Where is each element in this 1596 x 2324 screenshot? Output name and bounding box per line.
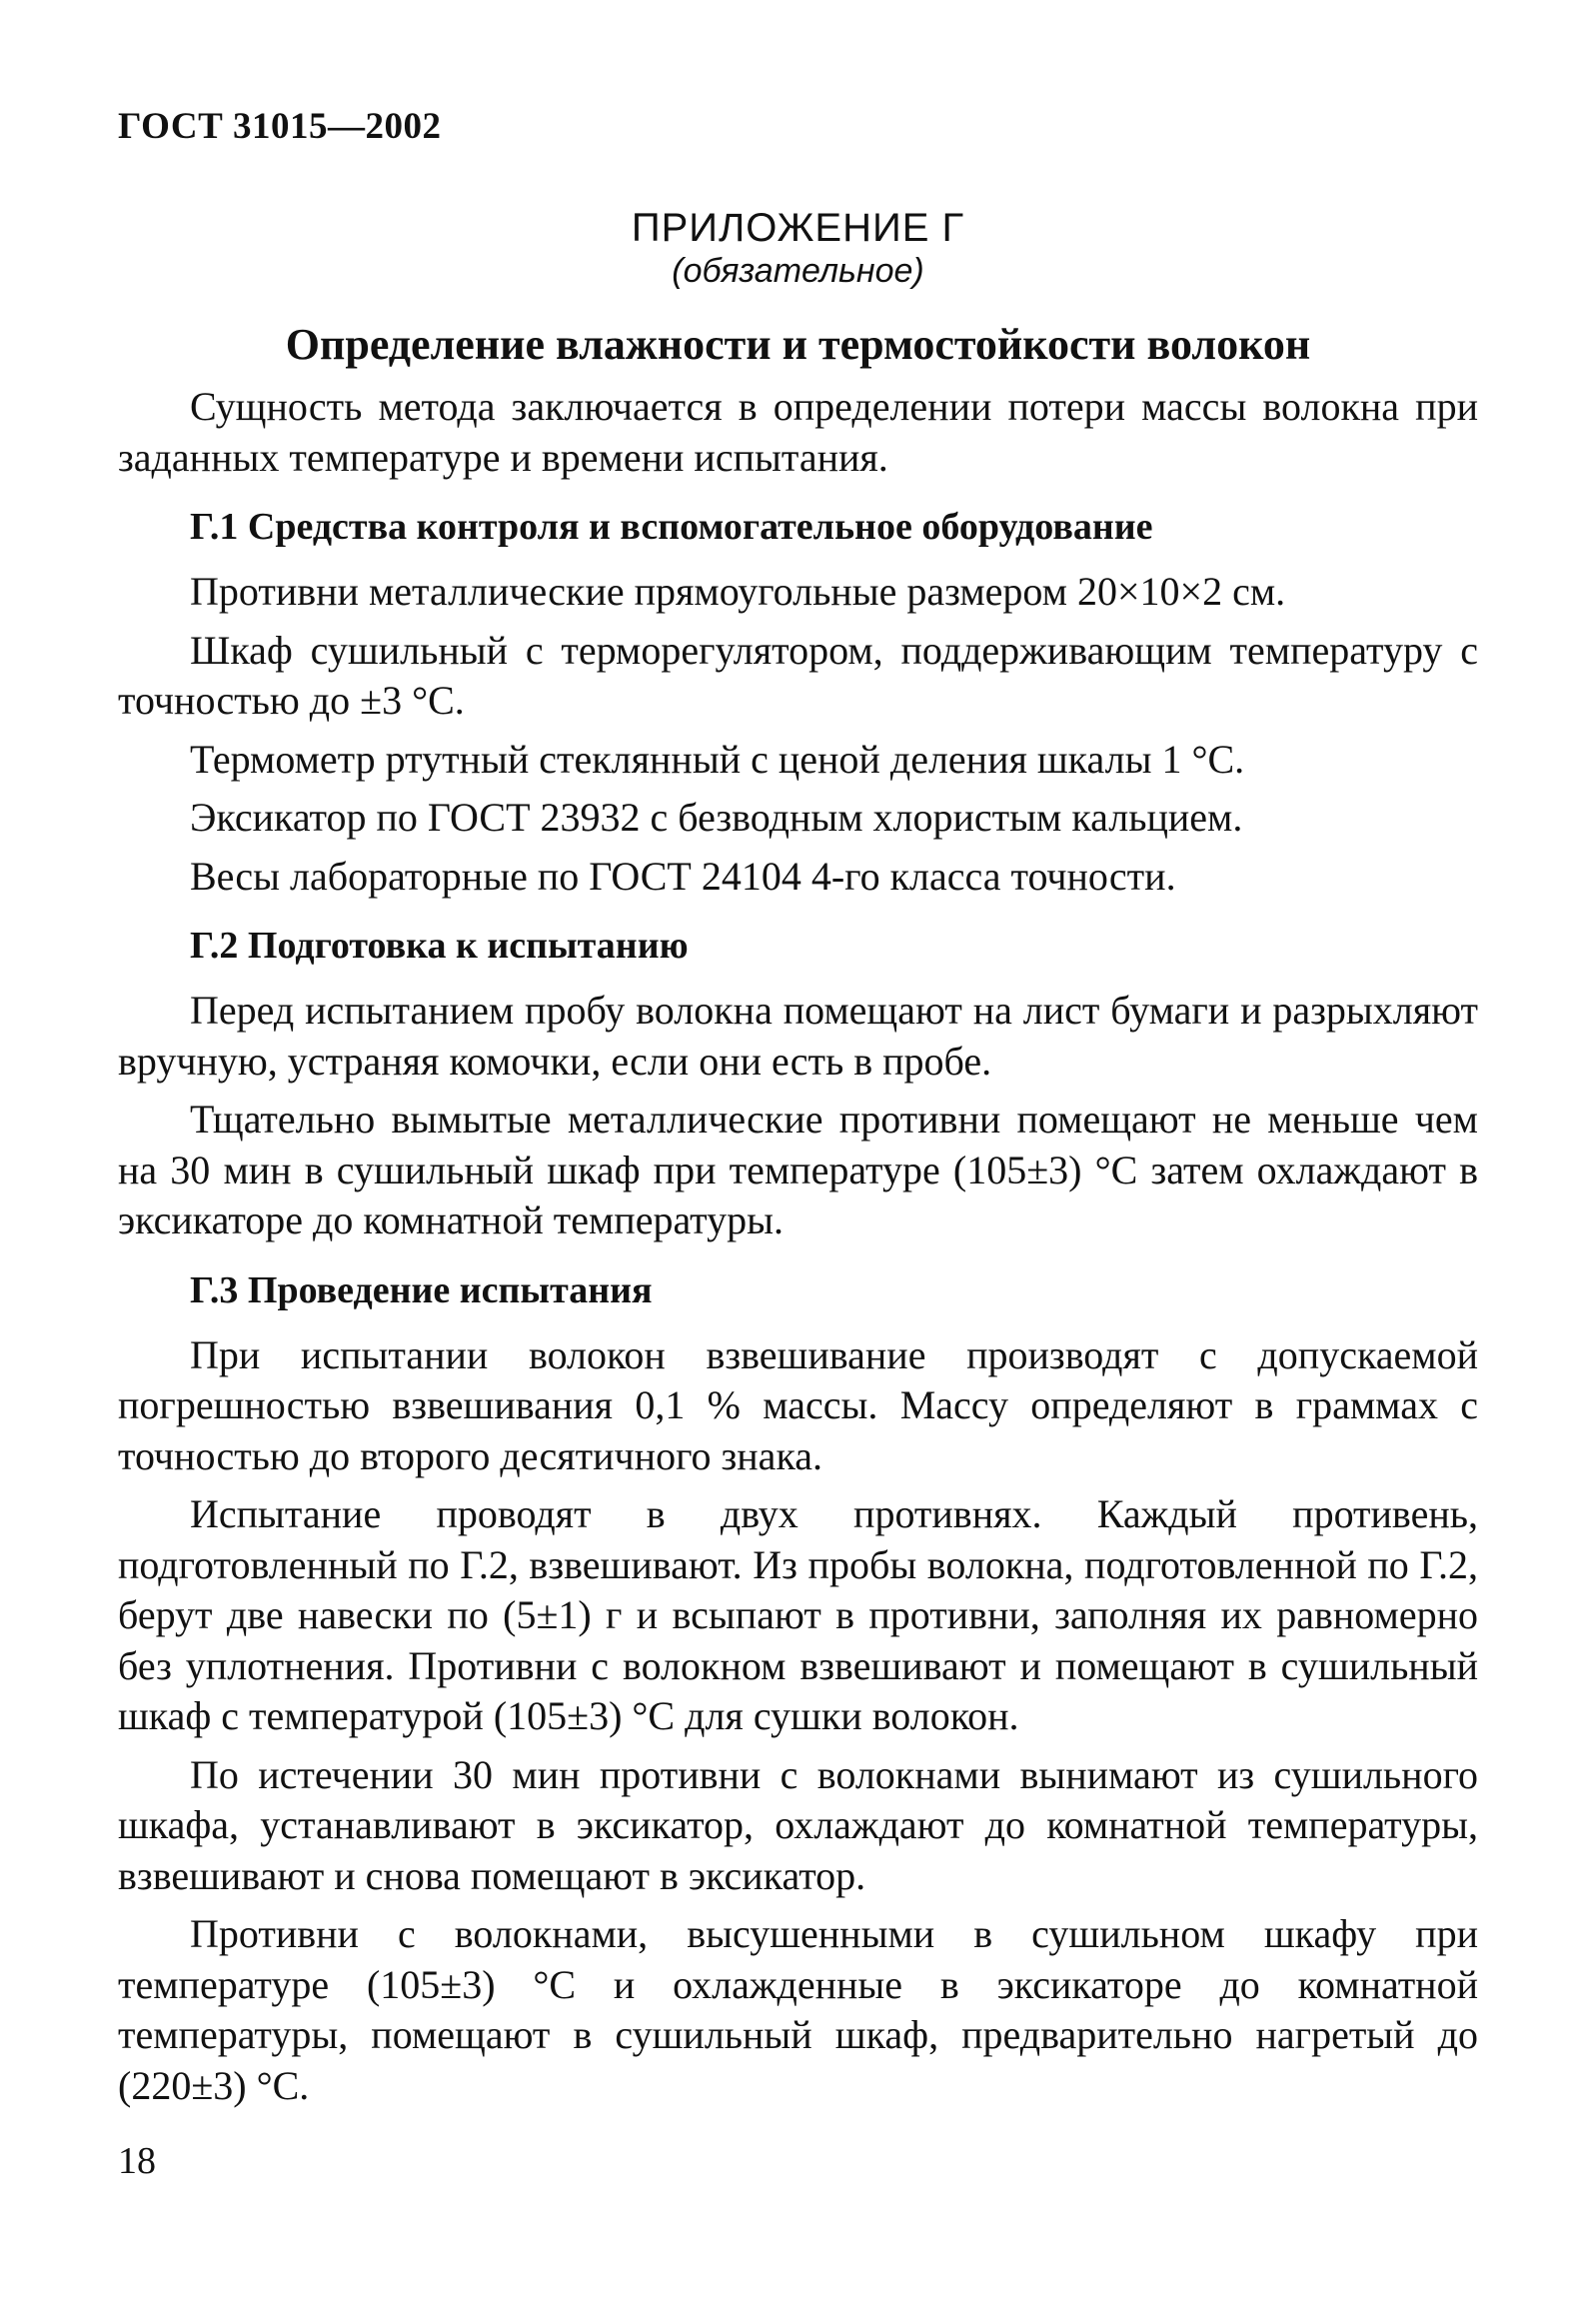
main-heading: Определение влажности и термостойкости волокон [285,320,1311,369]
paragraph: Весы лабораторные по ГОСТ 24104 4-го класса точности. [190,853,1176,899]
paragraph: По истечении 30 мин противни с волокнами вынимают из сушильного шкафа, устанавливают в эксикатор, охлаждают до комнатной температуры, взвешивают и снова помещают в эксикатор. [118,1751,1478,1898]
section-heading: Г.3 Проведение испытания [190,1268,653,1311]
paragraph: Эксикатор по ГОСТ 23932 с безводным хлористым кальцием. [190,795,1243,840]
section-g1 [118,503,1478,902]
section-g3 [118,1266,1478,2112]
appendix-title: ПРИЛОЖЕНИЕ Г [631,206,965,250]
paragraph: Противни с волокнами, высушенными в сушильном шкафу при температуре (105±3) °С и охлажденные в эксикаторе до комнатной температуры, помещают в сушильный шкаф, предварительно нагретый до (220±3) °С. [118,1911,1478,2108]
page-number: 18 [118,2140,156,2182]
appendix-status: (обязательное) [672,252,924,290]
paragraph: При испытании волокон взвешивание производят с допускаемой погрешностью взвешивания 0,1 % массы. Массу определяют в граммах с точностью до второго десятичного знака. [118,1331,1478,1478]
paragraph: Испытание проводят в двух противнях. Каждый противень, подготовленный по Г.2, взвешивают. Из пробы волокна, подготовленной по Г.2, берут две навески по (5±1) г и всыпают в противни, заполняя их равномерно без уплотнения. Противни с волокном взвешивают и помещают в сушильный шкаф с температурой (105±3) °С для сушки волокон. [118,1491,1478,1738]
section-heading: Г.1 Средства контроля и вспомогательное оборудование [190,506,1153,548]
section-g2 [118,922,1478,1246]
paragraph: Термометр ртутный стеклянный с ценой деления шкалы 1 °С. [190,736,1245,782]
paragraph: Перед испытанием пробу волокна помещают на лист бумаги и разрыхляют вручную, устраняя комочки, если они есть в пробе. [118,988,1478,1084]
intro-paragraph: Сущность метода заключается в определении потери массы волокна при заданных температуре и времени испытания. [118,384,1478,480]
paragraph: Шкаф сушильный с терморегулятором, поддерживающим температуру с точностью до ±3 °С. [118,627,1478,723]
paragraph: Тщательно вымытые металлические противни помещают не меньше чем на 30 мин в сушильный шкаф при температуре (105±3) °С затем охлаждают в эксикаторе до комнатной температуры. [118,1097,1478,1242]
section-heading: Г.2 Подготовка к испытанию [190,925,689,967]
paragraph: Противни металлические прямоугольные размером 20×10×2 см. [190,569,1286,614]
document-code: ГОСТ 31015—2002 [118,106,442,147]
